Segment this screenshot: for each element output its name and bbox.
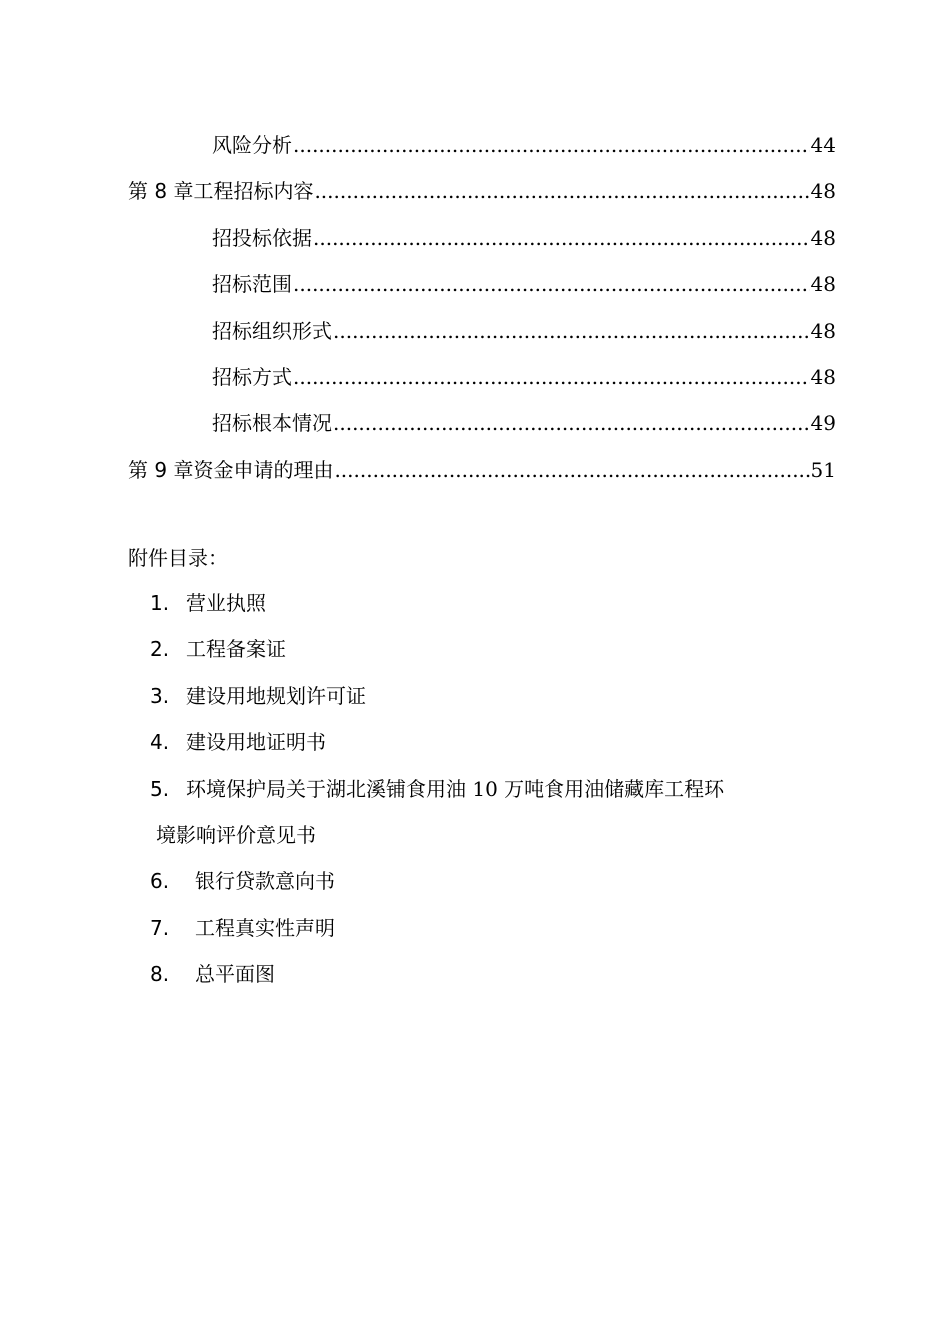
toc-entry-title: 工程招标内容 — [193, 179, 314, 204]
list-item-text: 建设用地规划许可证 — [186, 683, 366, 708]
list-item-text: 工程真实性声明 — [195, 915, 335, 940]
toc-entry-title: 招标组织形式 — [212, 318, 332, 343]
list-item — [150, 580, 840, 626]
list-item-text-continuation: 境影响评价意见书 — [156, 823, 316, 848]
toc-dot-leader — [333, 400, 810, 446]
toc-entry-page: 51 — [810, 457, 836, 482]
toc-dot-leader — [334, 447, 809, 493]
toc-entry-page: 44 — [810, 132, 836, 157]
attachments-heading: 附件目录： — [128, 546, 228, 570]
attachments-list — [150, 580, 840, 998]
toc-entry-title: 风险分析 — [212, 132, 292, 157]
toc-entry-title: 招标根本情况 — [212, 411, 332, 436]
list-item-number: 5. — [150, 776, 170, 801]
toc-entry — [128, 400, 836, 446]
list-item-text: 环境保护局关于湖北溪铺食用油 10 万吨食用油储藏库工程环 — [186, 776, 725, 801]
toc-dot-leader — [293, 122, 810, 168]
list-item-number: 3. — [150, 683, 170, 708]
toc-dot-leader — [314, 168, 809, 214]
toc-entry-title: 招标范围 — [212, 272, 292, 297]
toc-entry-title: 招标方式 — [212, 364, 292, 389]
toc-entry-title: 资金申请的理由 — [193, 457, 334, 482]
toc-dot-leader — [293, 261, 810, 307]
list-item — [150, 626, 840, 672]
toc-entry-page: 49 — [810, 411, 836, 436]
list-item — [150, 766, 840, 859]
list-item — [150, 905, 840, 951]
toc-entry — [128, 122, 836, 168]
list-item-number: 1. — [150, 591, 170, 615]
list-item-text: 营业执照 — [186, 591, 266, 615]
toc-entry-page: 48 — [810, 225, 836, 250]
toc-entry-title: 招投标依据 — [212, 225, 312, 250]
list-item-text: 总平面图 — [195, 962, 275, 987]
list-item-number: 8. — [150, 962, 170, 987]
toc-entry — [128, 215, 836, 261]
list-item-text: 建设用地证明书 — [186, 730, 326, 755]
toc-dot-leader — [313, 215, 810, 261]
list-item-number: 7. — [150, 915, 170, 940]
toc-entry — [128, 308, 836, 354]
toc-chapter-number: 第 8 章 — [128, 179, 194, 204]
list-item-number: 6. — [150, 869, 170, 894]
list-item — [150, 951, 840, 997]
toc-dot-leader — [293, 354, 810, 400]
toc-chapter-entry — [128, 447, 836, 493]
toc-dot-leader — [333, 308, 810, 354]
toc-entry-page: 48 — [810, 272, 836, 297]
toc-entry-page: 48 — [810, 318, 836, 343]
toc-entry-page: 48 — [810, 364, 836, 389]
list-item-number: 2. — [150, 637, 170, 662]
toc-chapter-entry — [128, 168, 836, 214]
list-item-text: 工程备案证 — [186, 637, 286, 662]
list-item — [150, 719, 840, 765]
toc-chapter-number: 第 9 章 — [128, 457, 194, 482]
toc-entry-page: 48 — [810, 179, 836, 204]
toc-entry — [128, 261, 836, 307]
list-item-number: 4. — [150, 730, 170, 755]
list-item-text: 银行贷款意向书 — [195, 869, 335, 894]
list-item — [150, 673, 840, 719]
list-item — [150, 858, 840, 904]
toc-entry — [128, 354, 836, 400]
table-of-contents — [128, 122, 836, 493]
